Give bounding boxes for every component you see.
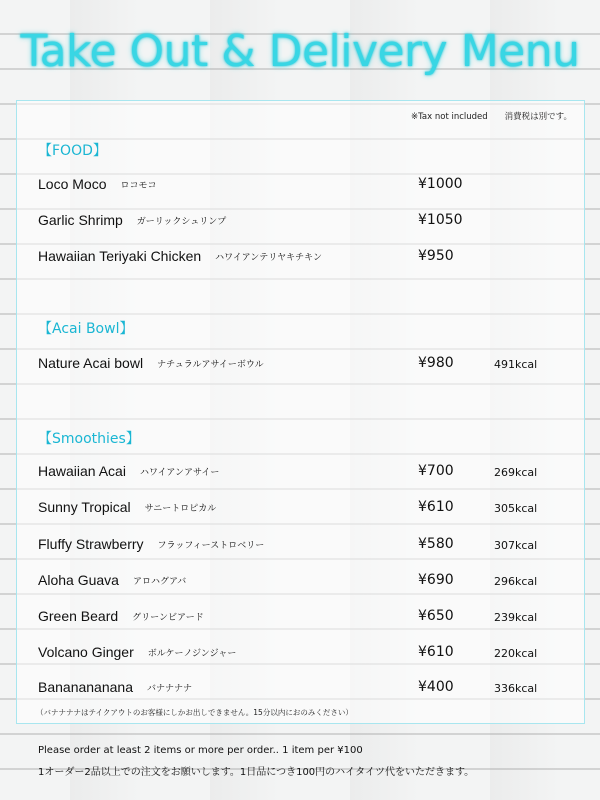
menu-item-nature-acai-bowl — [38, 355, 558, 377]
item-jp-name: グリーンビアード — [132, 613, 204, 623]
item-kcal: 307kcal — [494, 539, 538, 552]
item-name: Loco Moco ロコモコ — [38, 176, 157, 192]
item-name: Bananananana バナナナナ — [38, 679, 193, 695]
item-price: ¥580 — [418, 536, 454, 552]
section-smoothies-heading: 【Smoothies】 — [38, 431, 140, 447]
item-price: ¥610 — [418, 499, 454, 515]
item-price: ¥700 — [418, 463, 454, 479]
item-jp-name: アロハグアバ — [132, 577, 187, 587]
item-kcal: 269kcal — [494, 466, 538, 479]
item-jp-name: バナナナナ — [147, 684, 193, 694]
item-name: Hawaiian Acai ハワイアンアサイー — [38, 463, 220, 479]
item-price: ¥690 — [418, 572, 454, 588]
item-kcal: 239kcal — [494, 611, 538, 624]
footer-order-note-en: Please order at least 2 items or more per order.. 1 item per ¥100 — [38, 745, 363, 756]
item-name: Hawaiian Teriyaki Chicken ハワイアンテリヤキチキン — [38, 248, 322, 264]
item-kcal: 305kcal — [494, 502, 538, 515]
item-price: ¥650 — [418, 608, 454, 624]
item-jp-name: ロコモコ — [120, 181, 157, 191]
item-name: Volcano Ginger ボルケーノジンジャー — [38, 644, 237, 660]
menu-item-hawaiian-acai — [38, 463, 558, 485]
menu-item-green-beard — [38, 608, 558, 630]
item-kcal: 336kcal — [494, 682, 538, 695]
menu-item-loco-moco — [38, 176, 558, 198]
item-price: ¥400 — [418, 679, 454, 695]
item-name: Aloha Guava アロハグアバ — [38, 572, 187, 588]
item-jp-name: ガーリックシュリンプ — [136, 217, 227, 227]
item-price: ¥980 — [418, 355, 454, 371]
item-price: ¥1000 — [418, 176, 463, 192]
menu-item-volcano-ginger — [38, 644, 558, 666]
item-name: Green Beard グリーンビアード — [38, 608, 204, 624]
item-kcal: 220kcal — [494, 647, 538, 660]
item-jp-name: ハワイアンアサイー — [139, 468, 220, 478]
menu-item-bananananana — [38, 679, 558, 701]
footer-order-note-jp: 1オーダー2品以上での注文をお願いします。1日品につき100円のハイタイツ代をいただきます。 — [38, 767, 475, 778]
item-jp-name: ハワイアンテリヤキチキン — [215, 253, 322, 263]
item-price: ¥610 — [418, 644, 454, 660]
item-name: Garlic Shrimp ガーリックシュリンプ — [38, 212, 227, 228]
item-name: Sunny Tropical サニートロピカル — [38, 499, 217, 515]
item-jp-name: ボルケーノジンジャー — [147, 649, 237, 659]
banana-note: （バナナナナはテイクアウトのお客様にしかお出しできません。15分以内におのみください） — [36, 708, 353, 717]
item-price: ¥1050 — [418, 212, 463, 228]
menu-title: Take Out & Delivery Menu — [20, 26, 580, 77]
tax-note: ※Tax not included 消費税は別です。 — [411, 112, 572, 122]
item-jp-name: ナチュラルアサイーボウル — [157, 360, 264, 370]
item-name: Fluffy Strawberry フラッフィーストロベリー — [38, 536, 265, 552]
menu-item-garlic-shrimp — [38, 212, 558, 234]
item-kcal: 491kcal — [494, 358, 538, 371]
item-price: ¥950 — [418, 248, 454, 264]
item-jp-name: フラッフィーストロベリー — [157, 541, 265, 551]
menu-item-teriyaki-chicken — [38, 248, 558, 270]
item-kcal: 296kcal — [494, 575, 538, 588]
item-jp-name: サニートロピカル — [144, 504, 217, 514]
menu-item-fluffy-strawberry — [38, 536, 558, 558]
section-food-heading: 【FOOD】 — [38, 143, 107, 159]
section-acai-heading: 【Acai Bowl】 — [38, 321, 134, 337]
menu-item-sunny-tropical — [38, 499, 558, 521]
item-name: Nature Acai bowl ナチュラルアサイーボウル — [38, 355, 264, 371]
menu-item-aloha-guava — [38, 572, 558, 594]
